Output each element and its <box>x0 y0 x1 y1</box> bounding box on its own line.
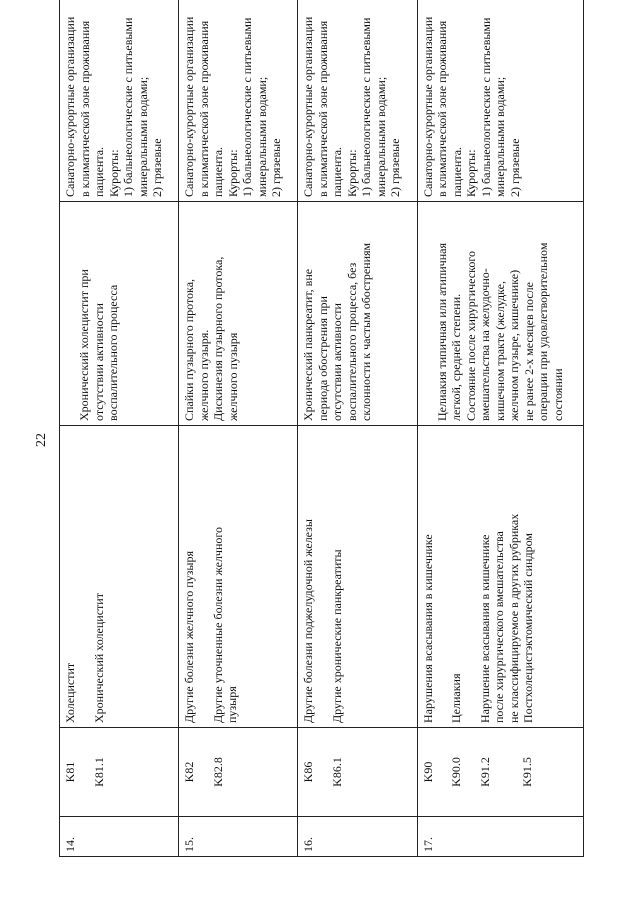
resort-line: пациента. <box>211 146 226 197</box>
disease-name: не классифицируемое в других рубриках <box>506 513 521 723</box>
condition-line: отсутствии активности <box>330 303 345 421</box>
icd-codes-cell <box>417 728 583 817</box>
page-number: 22 <box>34 433 49 447</box>
condition-cell <box>417 202 583 426</box>
icd-code: K90 <box>420 761 435 783</box>
resort-line: минеральными водами; <box>373 76 388 197</box>
disease-name: Постхолецистэктомический синдром <box>521 533 536 723</box>
condition-line: Состояние после хирургического <box>463 251 478 421</box>
condition-line: желчного пузыря <box>225 332 240 421</box>
icd-code: K90.0 <box>449 757 464 787</box>
condition-cell <box>179 202 298 426</box>
condition-line: Хронический панкреатит, вне <box>301 268 316 421</box>
row-number: 17. <box>417 817 583 857</box>
disease-name: Другие болезни желчного пузыря <box>182 551 197 723</box>
resort-line: пациента. <box>92 146 106 197</box>
condition-line: не ранее 2-х месяцев после <box>521 282 536 421</box>
condition-line: Хронический холецистит при <box>77 269 91 421</box>
resort-line: пациента. <box>330 146 345 197</box>
condition-line: отсутствии активности <box>91 303 106 421</box>
condition-line: вмешательства на желудочно- <box>478 268 493 421</box>
resorts-cell <box>417 0 583 202</box>
table-rotated-wrapper <box>59 16 584 857</box>
resort-line: Санаторно-курортные организации <box>63 16 77 197</box>
disease-name: пузыря <box>225 686 240 723</box>
condition-line: Дискинезия пузырного протока, <box>211 256 226 421</box>
icd-code: K81.1 <box>91 757 106 787</box>
row-number: 15. <box>179 817 298 857</box>
icd-code: K82 <box>182 761 197 783</box>
condition-line: желчном пузыре, кишечнике) <box>507 269 522 421</box>
condition-line: воспалительного процесса, без <box>344 262 359 421</box>
condition-cell <box>298 202 417 426</box>
row-number: 14. <box>60 817 179 857</box>
resort-line: минеральными водами; <box>254 76 269 197</box>
disease-names-cell <box>179 426 298 728</box>
condition-line: Спайки пузырного протока, <box>182 278 197 421</box>
table-row <box>417 0 583 857</box>
disease-name: Хронический холецистит <box>91 593 106 723</box>
resorts-cell <box>298 0 417 202</box>
icd-code: K86 <box>301 761 316 783</box>
resort-line: Курорты: <box>344 149 359 197</box>
disease-names-cell <box>417 426 583 728</box>
resort-line: Санаторно-курортные организации <box>182 16 197 197</box>
resort-line: в климатической зоне проживания <box>77 20 92 197</box>
disease-name: Нарушения всасывания в кишечнике <box>420 534 435 723</box>
icd-code: K86.1 <box>329 757 344 787</box>
condition-line: состоянии <box>550 368 565 421</box>
resort-line: в климатической зоне проживания <box>435 20 450 197</box>
resort-line: 1) бальнеологические с питьевыми <box>359 17 374 197</box>
disease-name: после хирургического вмешательства <box>492 531 507 723</box>
icd-codes-cell <box>179 728 298 817</box>
condition-line: операции при удовлетворительном <box>536 242 551 421</box>
disease-name: Другие болезни поджелудочной железы <box>301 519 316 723</box>
disease-name: Целиакия <box>449 673 464 723</box>
condition-line: воспалительного процесса <box>106 284 120 421</box>
icd-code: K91.5 <box>520 757 535 787</box>
disease-names-cell <box>298 426 417 728</box>
resorts-cell <box>179 0 298 202</box>
condition-line: Целиакия типичная или атипичная <box>434 243 449 421</box>
table-row <box>60 0 179 857</box>
resort-line: 2) грязевые <box>150 138 164 197</box>
icd-codes-cell <box>298 728 417 817</box>
resort-line: 1) бальнеологические с питьевыми <box>478 17 493 197</box>
resort-line: в климатической зоне проживания <box>315 20 330 197</box>
resort-line: 2) грязевые <box>507 138 522 197</box>
condition-line: кишечном тракте (желудке, <box>492 281 507 421</box>
icd-code: K82.8 <box>210 757 225 787</box>
resort-line: Курорты: <box>464 149 479 197</box>
icd-code: K81 <box>63 761 77 783</box>
resort-line: Санаторно-курортные организации <box>420 16 435 197</box>
resorts-table <box>59 0 584 857</box>
table-row <box>179 0 298 857</box>
resort-line: 1) бальнеологические с питьевыми <box>240 17 255 197</box>
condition-cell <box>60 202 179 426</box>
resort-line: 2) грязевые <box>388 138 403 197</box>
disease-name: Нарушение всасывания в кишечнике <box>477 534 492 723</box>
icd-codes-cell <box>60 728 179 817</box>
resort-line: Курорты: <box>225 149 240 197</box>
row-number: 16. <box>298 817 417 857</box>
condition-line: склонности к частым обострениям <box>359 242 374 421</box>
table-row <box>298 0 417 857</box>
resorts-cell <box>60 0 179 202</box>
resort-line: Санаторно-курортные организации <box>301 16 316 197</box>
resort-line: минеральными водами; <box>493 76 508 197</box>
disease-name: Холецистит <box>63 662 77 723</box>
resort-line: 2) грязевые <box>269 138 284 197</box>
disease-name: Другие хронические панкреатиты <box>329 549 344 723</box>
disease-names-cell <box>60 426 179 728</box>
condition-line: легкой, средней степени. <box>449 293 464 421</box>
resort-line: Курорты: <box>106 149 121 197</box>
condition-line: желчного пузыря. <box>196 329 211 421</box>
icd-code: K91.2 <box>477 757 492 787</box>
resort-line: в климатической зоне проживания <box>196 20 211 197</box>
condition-line: периода обострения при <box>315 296 330 421</box>
resort-line: минеральными водами; <box>135 76 150 197</box>
resort-line: 1) бальнеологические с питьевыми <box>121 17 135 197</box>
resort-line: пациента. <box>449 146 464 197</box>
disease-name: Другие уточненные болезни желчного <box>210 526 225 723</box>
